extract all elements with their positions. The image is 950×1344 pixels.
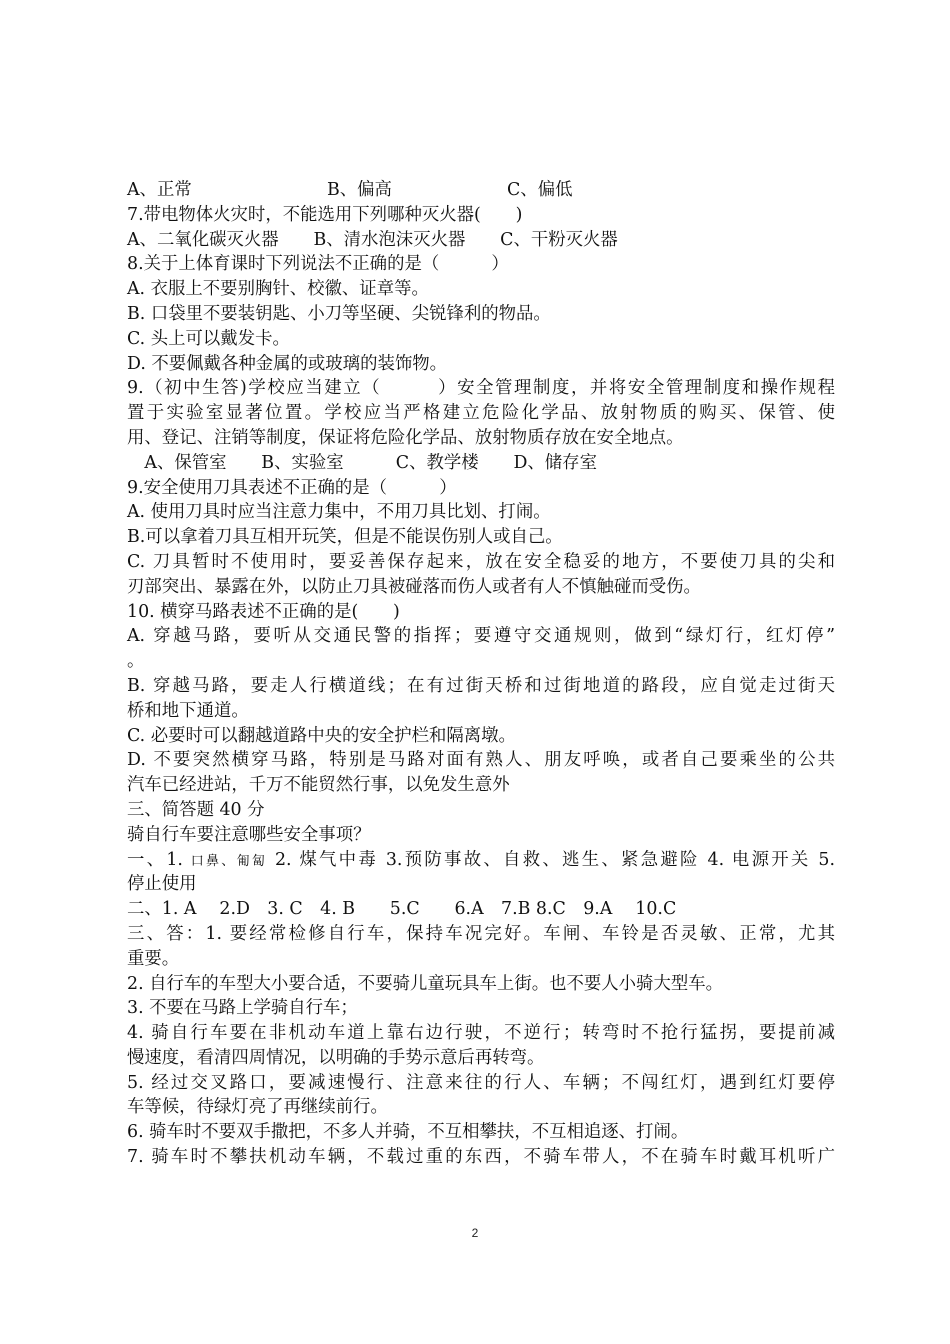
text-line: B. 穿越马路，要走人行横道线；在有过街天桥和过街地道的路段，应自觉走过街天 [127, 675, 835, 696]
text-line: A、保管室 B、实验室 C、教学楼 D、储存室 [127, 452, 597, 473]
text-line: 置于实验室显著位置。学校应当严格建立危险化学品、放射物质的购买、保管、使 [127, 403, 835, 424]
text-line: 7.带电物体火灾时，不能选用下列哪种灭火器( ) [127, 204, 523, 225]
text-line: C. 头上可以戴发卡。 [127, 328, 290, 349]
text-line: 5. 经过交叉路口，要减速慢行、注意来往的行人、车辆；不闯红灯，遇到红灯要停 [127, 1072, 835, 1093]
text-line: C. 刀具暂时不使用时，要妥善保存起来，放在安全稳妥的地方，不要使刀具的尖和 [127, 551, 835, 572]
text-line: 8.关于上体育课时下列说法不正确的是（ ） [127, 254, 509, 275]
text-line: C. 必要时可以翻越道路中央的安全护栏和隔离墩。 [127, 725, 516, 746]
text-line: 用、登记、注销等制度，保证将危险化学品、放射物质存放在安全地点。 [127, 427, 684, 448]
text-line: 汽车已经进站，千万不能贸然行事，以免发生意外 [127, 775, 510, 796]
text-line: 3. 不要在马路上学骑自行车； [127, 998, 358, 1019]
text-line: 慢速度，看清四周情况，以明确的手势示意后再转弯。 [127, 1047, 545, 1068]
text-line: 9.安全使用刀具表述不正确的是（ ） [127, 477, 457, 498]
answer-option: C、偏低 [507, 180, 573, 200]
text-line [127, 848, 835, 873]
text-line: A. 穿越马路，要听从交通民警的指挥；要遵守交通规则，做到“绿灯行，红灯停” [127, 626, 835, 647]
text-line: 4. 骑自行车要在非机动车道上靠右边行驶，不逆行；转弯时不抢行猛拐，要提前减 [127, 1023, 835, 1044]
text-line: 桥和地下通道。 [127, 700, 249, 721]
text-line: 6. 骑车时不要双手撒把，不多人并骑，不互相攀扶，不互相追逐、打闹。 [127, 1122, 689, 1143]
text-line: D. 不要佩戴各种金属的或玻璃的装饰物。 [127, 353, 448, 374]
text-line: 。 [127, 651, 145, 672]
text-run: 口鼻、匍匐 [190, 853, 268, 869]
text-line: 三、简答题 40 分 [127, 799, 265, 820]
page-number: 2 [471, 1226, 479, 1240]
text-line: 二、1. A 2.D 3. C 4. B 5.C 6.A 7.B 8.C 9.A 10.C [127, 899, 677, 920]
text-line: A、二氧化碳灭火器 B、清水泡沫灭火器 C、干粉灭火器 [127, 229, 618, 250]
text-line: 车等候，待绿灯亮了再继续前行。 [127, 1097, 388, 1118]
text-line: 2. 自行车的车型大小要合适，不要骑儿童玩具车上街。也不要人小骑大型车。 [127, 973, 724, 994]
text-run: 2. 煤气中毒 3.预防事故、自救、逃生、紧急避险 4. 电源开关 5. [267, 849, 835, 870]
text-line: B.可以拿着刀具互相开玩笑，但是不能误伤别人或自己。 [127, 527, 563, 548]
text-line: 9.（初中生答)学校应当建立（ ）安全管理制度，并将安全管理制度和操作规程 [127, 378, 835, 399]
text-line: 7. 骑车时不攀扶机动车辆，不载过重的东西，不骑车带人，不在骑车时戴耳机听广 [127, 1147, 835, 1168]
text-line: 10. 横穿马路表述不正确的是( ) [127, 601, 400, 622]
text-line: 刃部突出、暴露在外，以防止刀具被碰落而伤人或者有人不慎触碰而受伤。 [127, 576, 701, 597]
text-line: 重要。 [127, 948, 180, 969]
text-line: A. 使用刀具时应当注意力集中，不用刀具比划、打闹。 [127, 502, 551, 523]
text-line: 三、答：1. 要经常检修自行车，保持车况完好。车闸、车铃是否灵敏、正常，尤其 [127, 923, 835, 944]
answer-option: B、偏高 [327, 180, 392, 200]
text-line: A. 衣服上不要别胸针、校徽、证章等。 [127, 279, 429, 300]
text-line: 骑自行车要注意哪些安全事项？ [127, 824, 371, 845]
answer-option: A、正常 [127, 180, 192, 200]
text-line: D. 不要突然横穿马路，特别是马路对面有熟人、朋友呼唤，或者自己要乘坐的公共 [127, 750, 835, 771]
page-body-text [127, 178, 835, 1170]
answer-options-line [127, 178, 835, 203]
text-line: 停止使用 [127, 874, 197, 895]
text-line: B. 口袋里不要装钥匙、小刀等坚硬、尖锐锋利的物品。 [127, 303, 551, 324]
text-run: 一、1. [127, 849, 191, 870]
